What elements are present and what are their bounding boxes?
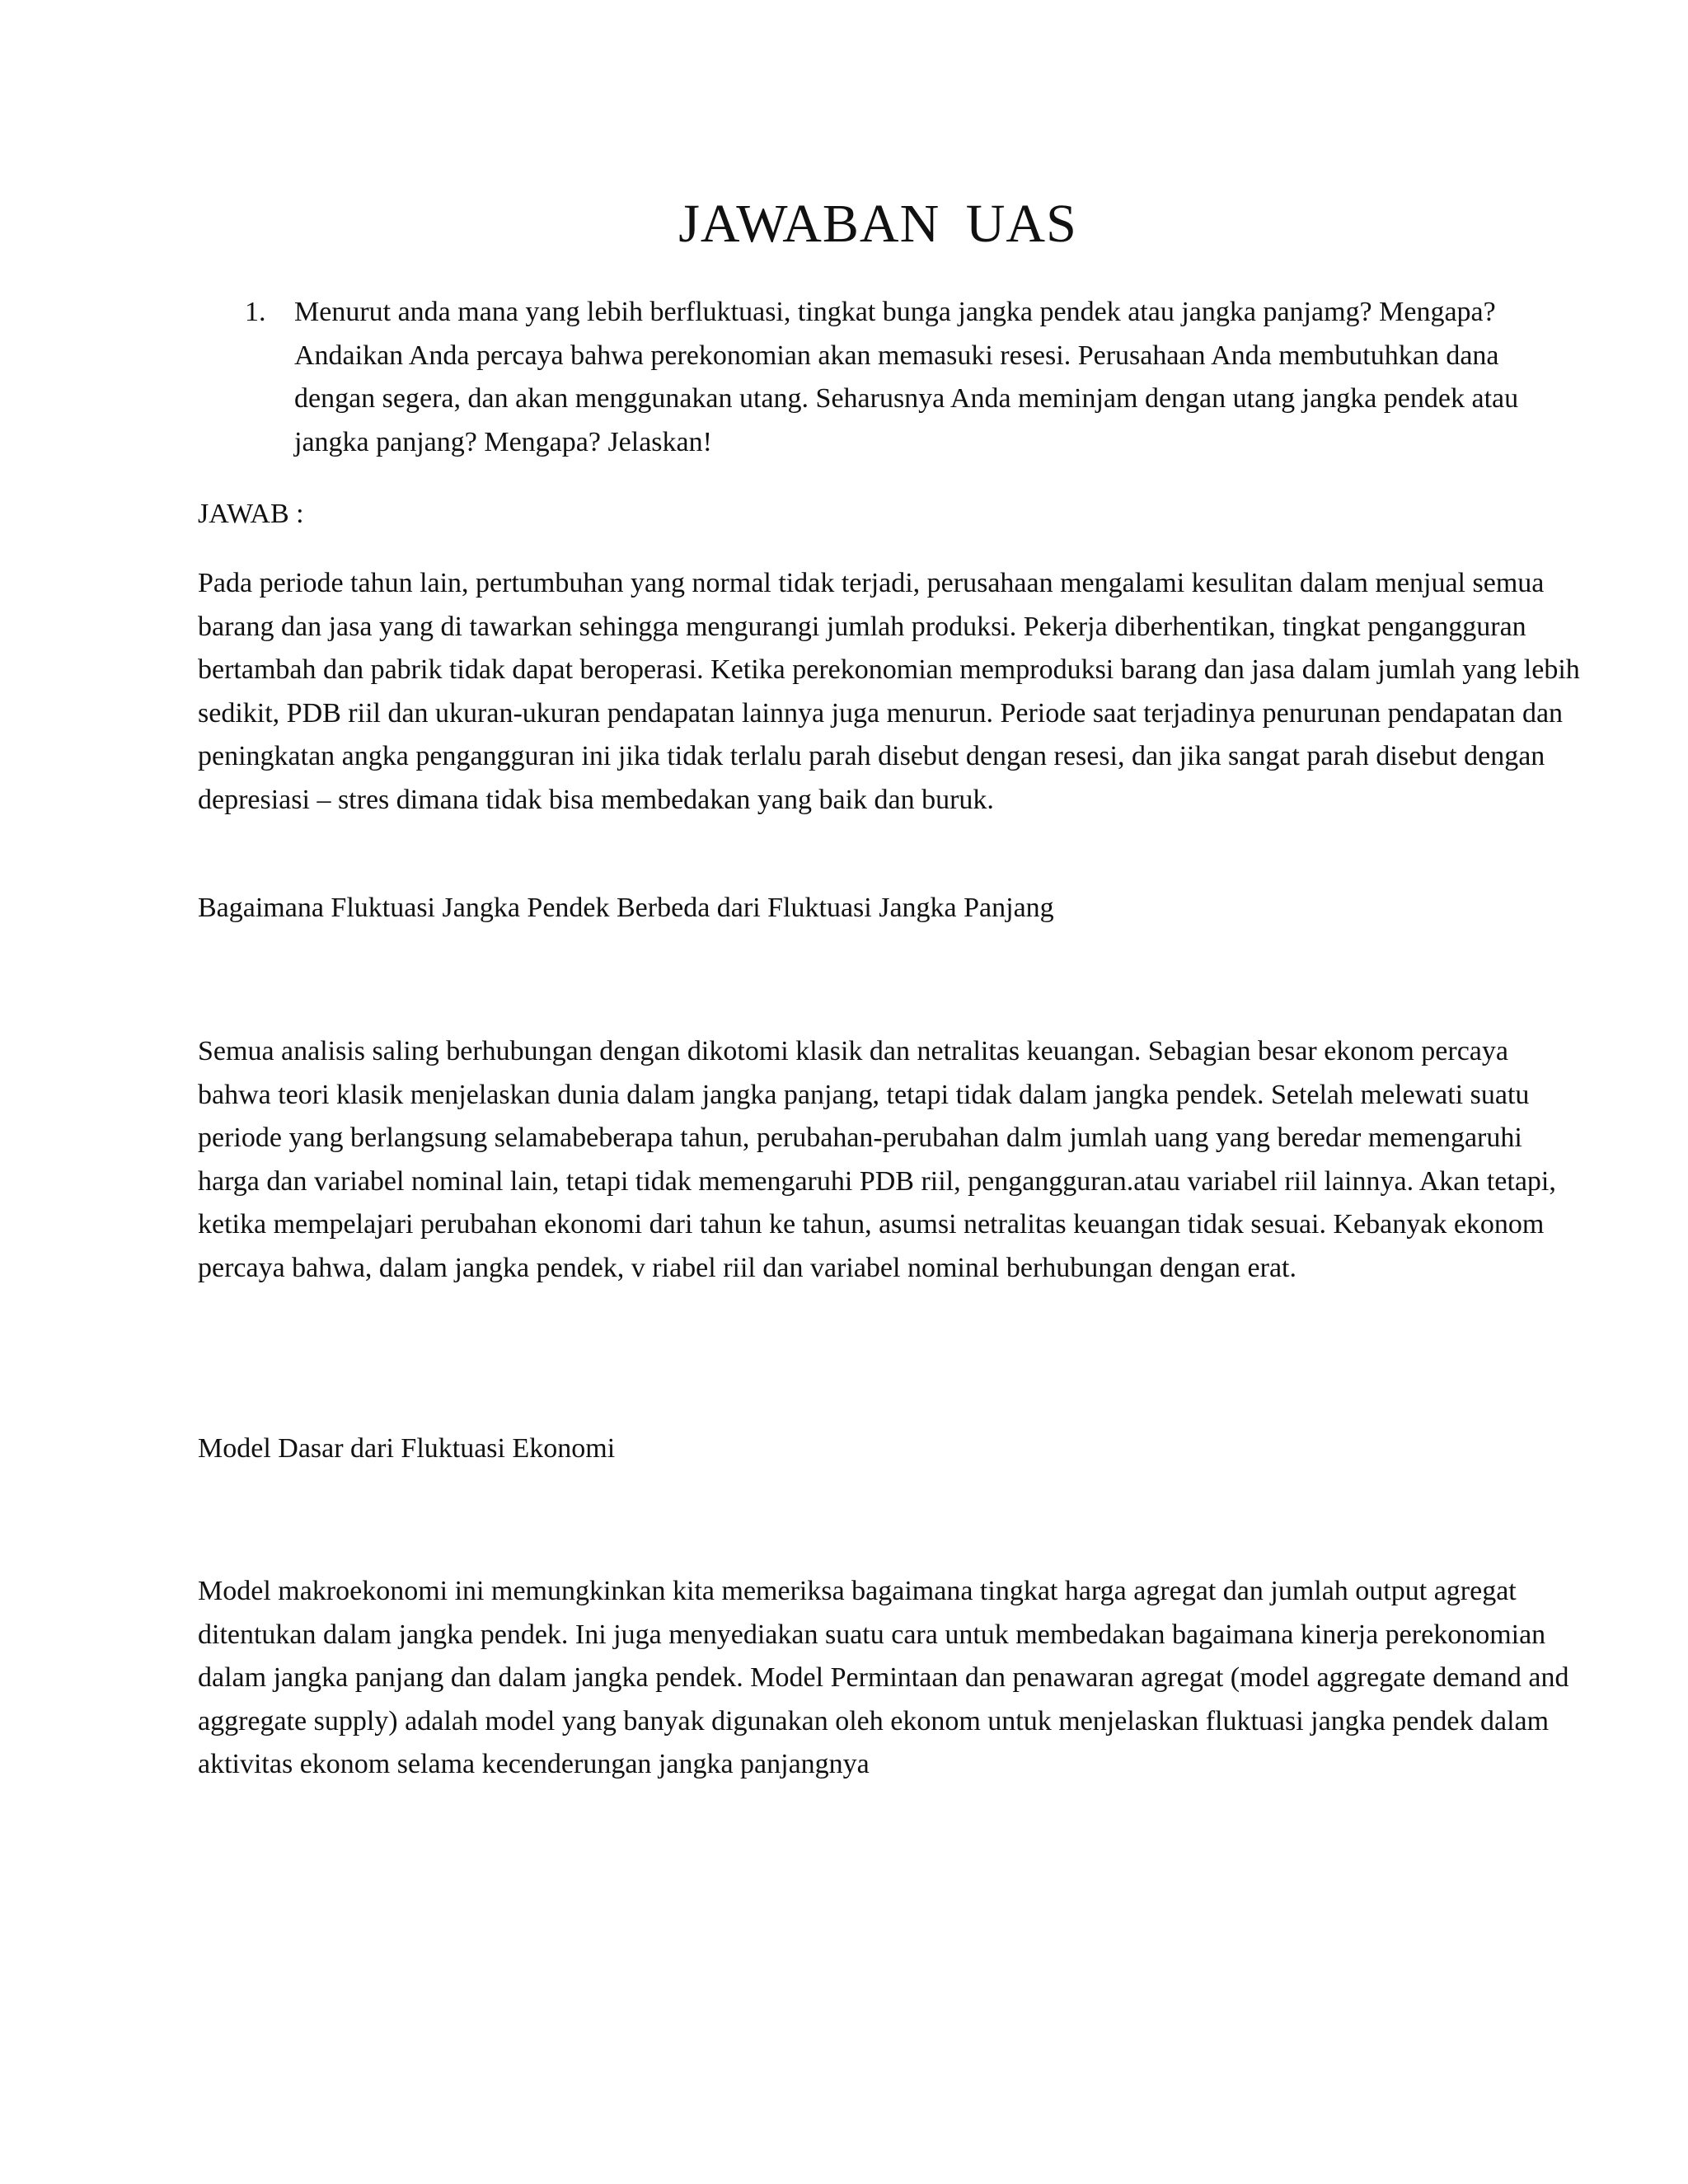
question-item: [245, 291, 1564, 464]
section-heading-1: Bagaimana Fluktuasi Jangka Pendek Berbeda dari Fluktuasi Jangka Panjang: [198, 893, 1054, 923]
question-number: 1.: [245, 297, 266, 327]
answer-paragraph-3: Model makroekonomi ini memungkinkan kita memeriksa bagaimana tingkat harga agregat dan jumlah output agregat ditentukan dalam jangka pendek. Ini juga menyediakan suatu cara untuk membedakan bagaimana kinerja perekonomian dalam jangka panjang dan dalam jangka pendek. Model Permintaan dan penawaran agregat (model aggregate demand and aggregate supply) adalah model yang banyak digunakan oleh ekonom untuk menjelaskan fluktuasi jangka pendek dalam aktivitas ekonom selama kecenderungan jangka panjangnya: [198, 1576, 1569, 1779]
question-text: Menurut anda mana yang lebih berfluktuasi, tingkat bunga jangka pendek atau jangka panjamg? Mengapa? Andaikan Anda percaya bahwa perekonomian akan memasuki resesi. Perusahaan Anda membutuhkan dana dengan segera, dan akan menggunakan utang. Seharusnya Anda meminjam dengan utang jangka pendek atau jangka panjang? Mengapa? Jelaskan!: [294, 297, 1519, 457]
document-title: JAWABAN UAS: [678, 194, 1077, 254]
section-heading-2: Model Dasar dari Fluktuasi Ekonomi: [198, 1433, 616, 1464]
answer-paragraph-2: Semua analisis saling berhubungan dengan dikotomi klasik dan netralitas keuangan. Sebagian besar ekonom percaya bahwa teori klasik menjelaskan dunia dalam jangka panjang, tetapi tidak dalam jangka pendek. Setelah melewati suatu periode yang berlangsung selamabeberapa tahun, perubahan-perubahan dalm jumlah uang yang beredar memengaruhi harga dan variabel nominal lain, tetapi tidak memengaruhi PDB riil, pengangguran.atau variabel riil lainnya. Akan tetapi, ketika mempelajari perubahan ekonomi dari tahun ke tahun, asumsi netralitas keuangan tidak sesuai. Kebanyak ekonom percaya bahwa, dalam jangka pendek, v riabel riil dan variabel nominal berhubungan dengan erat.: [198, 1036, 1556, 1283]
answer-label: JAWAB :: [198, 499, 304, 529]
answer-paragraph-1: Pada periode tahun lain, pertumbuhan yang normal tidak terjadi, perusahaan mengalami kesulitan dalam menjual semua barang dan jasa yang di tawarkan sehingga mengurangi jumlah produksi. Pekerja diberhentikan, tingkat pengangguran bertambah dan pabrik tidak dapat beroperasi. Ketika perekonomian memproduksi barang dan jasa dalam jumlah yang lebih sedikit, PDB riil dan ukuran-ukuran pendapatan lainnya juga menurun. Periode saat terjadinya penurunan pendapatan dan peningkatan angka pengangguran ini jika tidak terlalu parah disebut dengan resesi, dan jika sangat parah disebut dengan depresiasi – stres dimana tidak bisa membedakan yang baik dan buruk.: [198, 568, 1580, 815]
